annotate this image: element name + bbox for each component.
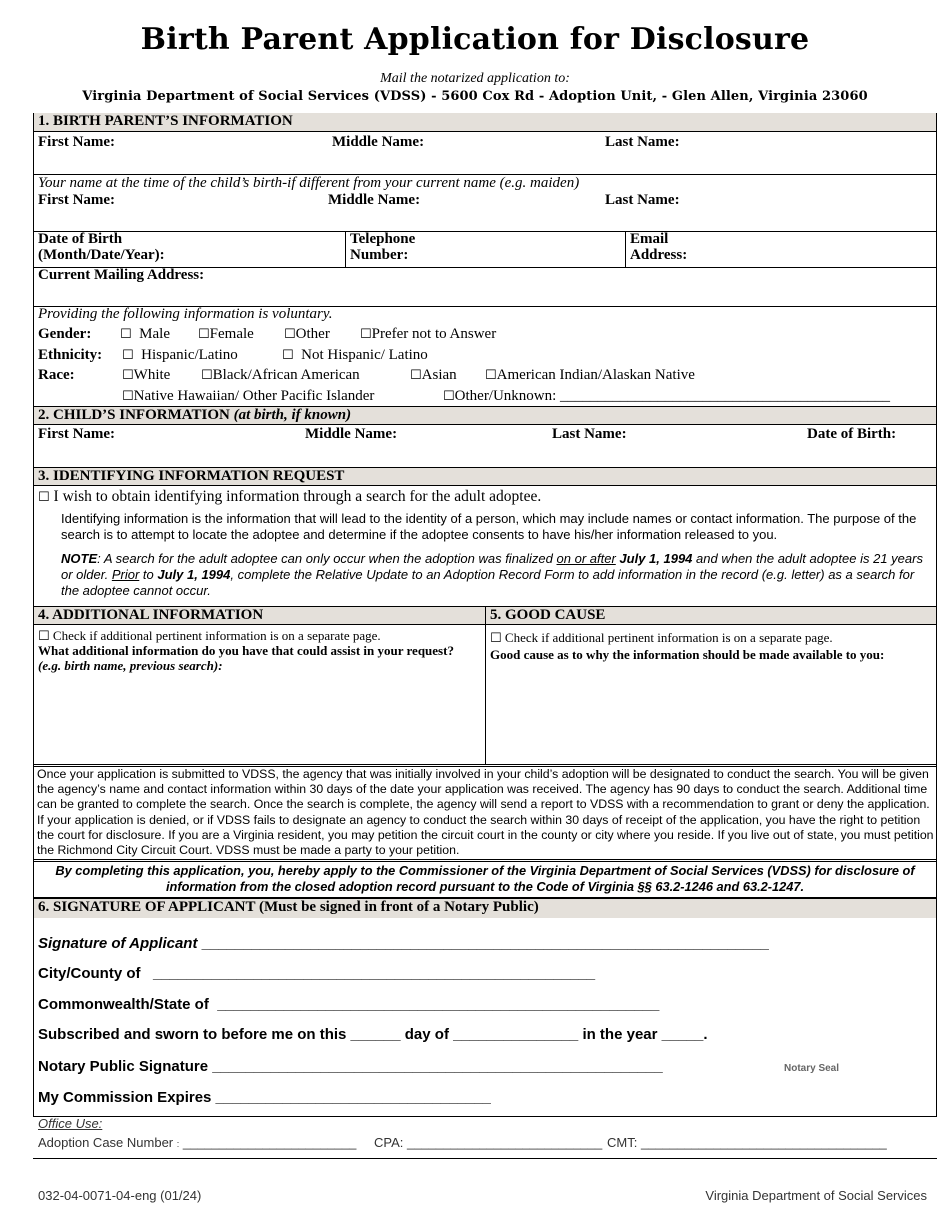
section4-question: What additional information do you have that could assist in your request? (e.g. birth name, previous search): xyxy=(38,643,454,673)
divider xyxy=(34,231,936,232)
ethnicity-label: Ethnicity: xyxy=(38,347,103,363)
dob-label: Date of Birth xyxy=(38,231,123,247)
last-name-label: Last Name: xyxy=(605,134,680,150)
authorization-statement: By completing this application, you, hereby apply to the Commissioner of the Virginia Department of Social Services (VDSS) for disclosure of information from the closed adoption record pursuant to the Code of Virginia §§ 63.2-1246 and 63.2-1247. xyxy=(55,863,915,894)
birth-middle-name-label: Middle Name: xyxy=(328,192,421,208)
section6-header: 6. SIGNATURE OF APPLICANT (Must be signed in front of a Notary Public) xyxy=(34,898,936,918)
section4-separate-page-checkbox[interactable]: ☐ Check if additional pertinent information is on a separate page. xyxy=(38,628,381,644)
race-label: Race: xyxy=(38,367,75,383)
divider xyxy=(625,231,626,267)
applicant-signature-line[interactable]: Signature of Applicant ____________________________________________________________________ xyxy=(38,935,769,952)
gender-label: Gender: xyxy=(38,326,92,342)
divider xyxy=(485,606,486,764)
race-other-checkbox[interactable]: ☐Other/Unknown: ____________________________________________ xyxy=(443,388,891,404)
gender-prefer-not-checkbox[interactable]: ☐Prefer not to Answer xyxy=(360,326,497,342)
application-form xyxy=(33,113,937,915)
gender-male-checkbox[interactable]: ☐ Male xyxy=(120,326,170,342)
identifying-info-checkbox[interactable]: ☐ I wish to obtain identifying information through a search for the adult adoptee. xyxy=(38,488,542,505)
notary-seal-label: Notary Seal xyxy=(784,1063,840,1074)
section2-header: 2. CHILD’S INFORMATION (at birth, if known) xyxy=(34,406,936,425)
first-name-label: First Name: xyxy=(38,134,116,150)
gender-female-checkbox[interactable]: ☐Female xyxy=(198,326,254,342)
office-use-label: Office Use: xyxy=(38,1116,103,1131)
section5-header: 5. GOOD CAUSE xyxy=(490,607,606,623)
mail-address: Virginia Department of Social Services (VDSS) - 5600 Cox Rd - Adoption Unit, - Glen Allen, Virginia 23060 xyxy=(82,89,868,104)
birth-name-note: Your name at the time of the child’s birth-if different from your current name (e.g. maiden) xyxy=(38,175,580,191)
race-black-checkbox[interactable]: ☐Black/African American xyxy=(201,367,360,383)
section5-question: Good cause as to why the information should be made available to you: xyxy=(490,647,885,662)
race-native-hawaiian-checkbox[interactable]: ☐Native Hawaiian/ Other Pacific Islander xyxy=(122,388,375,404)
process-description: Once your application is submitted to VDSS, the agency that was initially involved in your child’s adoption will be designated to conduct the search. You will be given the agency’s name and contact information within 30 days of the date your application was received. The agency has 90 days to conduct the search. Additional time can be granted to complete the search. Once the search is complete, the agency will send a report to VDSS with a recommendation to grant or deny the application. If your application is denied, or if VDSS fails to designate an agency to conduct the search within 30 days of receipt of the application, you have the right to petition the court for disclosure. If you are a Virginia resident, you may petition the circuit court in the county or city where you reside. If you live out of state, you must petition the Richmond City Circuit Court. VDSS must be made a party to your petition. xyxy=(37,767,934,858)
divider xyxy=(34,764,936,765)
cpa-line[interactable]: CPA: ___________________________ xyxy=(374,1135,603,1150)
ethnicity-not-hispanic-checkbox[interactable]: ☐ Not Hispanic/ Latino xyxy=(282,347,428,363)
phone-label-2: Number: xyxy=(350,247,409,263)
identifying-info-note: NOTE: A search for the adult adoptee can only occur when the adoption was finalized on or after July 1, 1994 and when the adult adoptee is 21 years or older. Prior to July 1, 1994, complete the Relative Update to an Adoption Record Form to add information in the record (e.g. letter) as a search for the adoptee cannot occur. xyxy=(61,551,923,598)
identifying-info-description: Identifying information is the information that will lead to the identity of a person, which may include names or contact information. The purpose of the search is to attempt to locate the adoptee and determine if the adoptee consents to have his/her information released to you. xyxy=(61,511,917,542)
commission-expires-line[interactable]: My Commission Expires _________________________________ xyxy=(38,1089,491,1106)
race-american-indian-checkbox[interactable]: ☐American Indian/Alaskan Native xyxy=(485,367,695,383)
divider xyxy=(345,231,346,267)
subscribed-line[interactable]: Subscribed and sworn to before me on this ______ day of _______________ in the year _____. xyxy=(38,1026,708,1043)
divider xyxy=(33,1158,937,1159)
birth-last-name-label: Last Name: xyxy=(605,192,680,208)
ethnicity-hispanic-checkbox[interactable]: ☐ Hispanic/Latino xyxy=(122,347,238,363)
email-label: Email xyxy=(630,231,669,247)
divider xyxy=(34,859,936,860)
page-title: Birth Parent Application for Disclosure xyxy=(140,22,810,57)
city-county-line[interactable]: City/County of _____________________________________________________ xyxy=(38,965,596,982)
section4-header: 4. ADDITIONAL INFORMATION xyxy=(38,607,264,623)
cmt-line[interactable]: CMT: __________________________________ xyxy=(607,1135,887,1150)
section5-separate-page-checkbox[interactable]: ☐ Check if additional pertinent information is on a separate page. xyxy=(490,630,833,646)
notary-signature-line[interactable]: Notary Public Signature ______________________________________________________ xyxy=(38,1058,663,1075)
race-white-checkbox[interactable]: ☐White xyxy=(122,367,171,383)
mailing-address-label: Current Mailing Address: xyxy=(38,267,205,283)
agency-footer: Virginia Department of Social Services xyxy=(705,1188,927,1203)
gender-other-checkbox[interactable]: ☐Other xyxy=(284,326,330,342)
form-number: 032-04-0071-04-eng (01/24) xyxy=(38,1188,202,1203)
section1-header: 1. BIRTH PARENT’S INFORMATION xyxy=(34,113,936,132)
middle-name-label: Middle Name: xyxy=(332,134,425,150)
phone-label: Telephone xyxy=(350,231,416,247)
race-asian-checkbox[interactable]: ☐Asian xyxy=(410,367,457,383)
mail-instruction: Mail the notarized application to: xyxy=(380,71,570,86)
section3-header: 3. IDENTIFYING INFORMATION REQUEST xyxy=(34,467,936,486)
child-first-name-label: First Name: xyxy=(38,426,116,442)
divider xyxy=(34,861,936,862)
commonwealth-line[interactable]: Commonwealth/State of _____________________________________________________ xyxy=(38,996,660,1013)
voluntary-note: Providing the following information is voluntary. xyxy=(38,306,333,322)
child-last-name-label: Last Name: xyxy=(552,426,627,442)
dob-format-label: (Month/Date/Year): xyxy=(38,247,165,263)
child-dob-label: Date of Birth: xyxy=(807,426,897,442)
email-label-2: Address: xyxy=(630,247,688,263)
birth-first-name-label: First Name: xyxy=(38,192,116,208)
child-middle-name-label: Middle Name: xyxy=(305,426,398,442)
case-number-line[interactable]: Adoption Case Number : ________________________ xyxy=(38,1135,357,1150)
